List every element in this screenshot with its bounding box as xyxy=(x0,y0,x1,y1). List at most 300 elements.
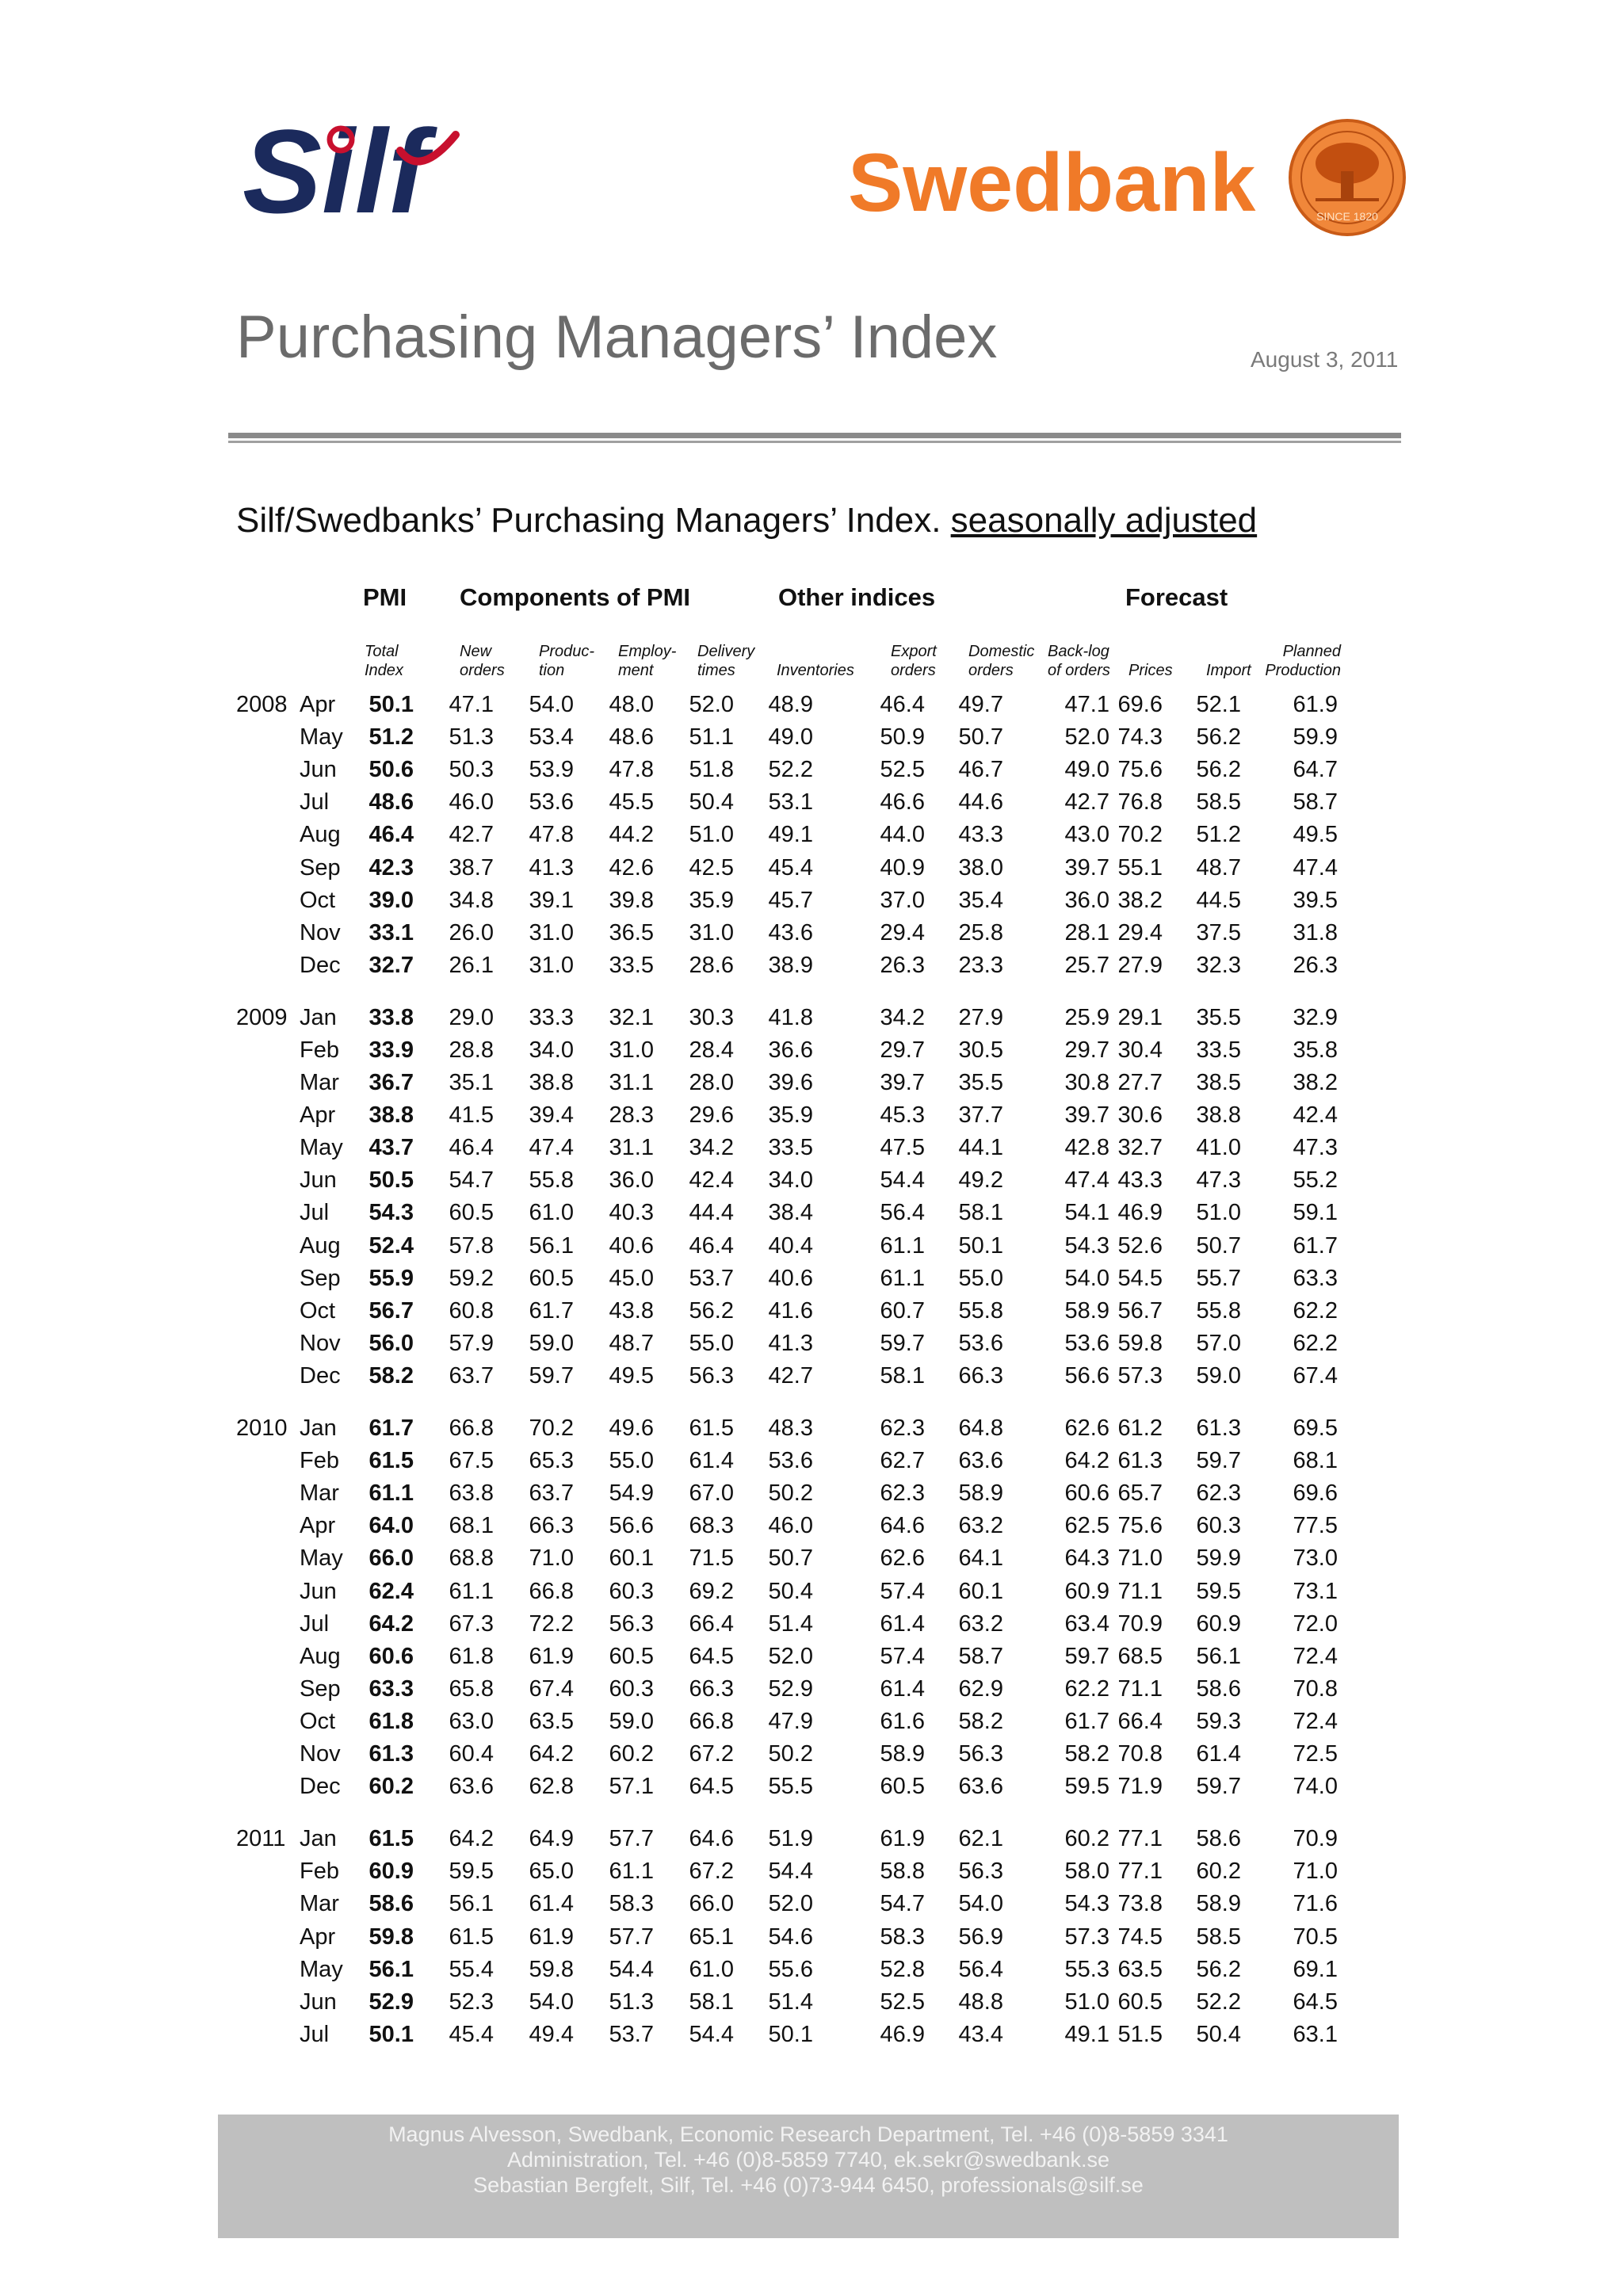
cell-total-index: 60.9 xyxy=(369,1859,414,1884)
cell-employment: 43.8 xyxy=(609,1298,654,1324)
cell-backlog-orders: 56.6 xyxy=(1064,1363,1109,1389)
cell-delivery-times: 68.3 xyxy=(689,1513,734,1538)
cell-import: 48.7 xyxy=(1196,855,1241,881)
cell-import: 58.5 xyxy=(1196,789,1241,815)
cell-production: 59.7 xyxy=(529,1363,574,1389)
cell-export-orders: 58.3 xyxy=(880,1924,925,1950)
cell-delivery-times: 65.1 xyxy=(689,1924,734,1950)
cell-production: 59.0 xyxy=(529,1331,574,1356)
cell-employment: 48.6 xyxy=(609,724,654,750)
cell-backlog-orders: 42.7 xyxy=(1064,789,1109,815)
month-label: Jul xyxy=(300,2022,330,2047)
cell-prices: 46.9 xyxy=(1117,1200,1163,1225)
footer-line-1: Magnus Alvesson, Swedbank, Economic Research Department, Tel. +46 (0)8-5859 3341 xyxy=(388,2122,1228,2146)
column-header-line: Index xyxy=(365,662,403,679)
seasonally-adjusted-link[interactable]: seasonally adjusted xyxy=(950,501,1258,540)
cell-backlog-orders: 58.0 xyxy=(1064,1859,1109,1884)
cell-domestic-orders: 35.4 xyxy=(958,888,1003,913)
cell-backlog-orders: 54.1 xyxy=(1064,1200,1109,1225)
cell-import: 57.0 xyxy=(1196,1331,1241,1356)
cell-prices: 56.7 xyxy=(1117,1298,1163,1324)
cell-total-index: 56.1 xyxy=(369,1957,414,1982)
cell-backlog-orders: 60.9 xyxy=(1064,1579,1109,1604)
cell-domestic-orders: 64.1 xyxy=(958,1545,1003,1571)
cell-planned-production: 68.1 xyxy=(1293,1448,1338,1473)
cell-production: 60.5 xyxy=(529,1266,574,1291)
cell-employment: 55.0 xyxy=(609,1448,654,1473)
cell-total-index: 54.3 xyxy=(369,1200,414,1225)
cell-inventories: 55.6 xyxy=(768,1957,813,1982)
cell-planned-production: 35.8 xyxy=(1293,1037,1338,1063)
cell-export-orders: 62.7 xyxy=(880,1448,925,1473)
month-label: Mar xyxy=(300,1070,339,1095)
cell-domestic-orders: 55.8 xyxy=(958,1298,1003,1324)
cell-prices: 27.9 xyxy=(1117,953,1163,978)
cell-planned-production: 63.1 xyxy=(1293,2022,1338,2047)
cell-delivery-times: 28.4 xyxy=(689,1037,734,1063)
cell-export-orders: 61.6 xyxy=(880,1709,925,1734)
cell-prices: 38.2 xyxy=(1117,888,1163,913)
cell-domestic-orders: 62.9 xyxy=(958,1676,1003,1702)
cell-total-index: 59.8 xyxy=(369,1924,414,1950)
cell-total-index: 33.9 xyxy=(369,1037,414,1063)
cell-new-orders: 63.0 xyxy=(449,1709,494,1734)
cell-export-orders: 60.7 xyxy=(880,1298,925,1324)
cell-new-orders: 47.1 xyxy=(449,692,494,717)
column-header-line: Delivery xyxy=(697,643,755,660)
cell-production: 63.5 xyxy=(529,1709,574,1734)
cell-employment: 48.7 xyxy=(609,1331,654,1356)
cell-total-index: 66.0 xyxy=(369,1545,414,1571)
header-divider-thin xyxy=(228,441,1401,443)
cell-employment: 56.6 xyxy=(609,1513,654,1538)
column-header-prices xyxy=(1128,642,1173,680)
cell-production: 33.3 xyxy=(529,1005,574,1030)
cell-domestic-orders: 23.3 xyxy=(958,953,1003,978)
cell-employment: 36.0 xyxy=(609,1167,654,1193)
cell-backlog-orders: 62.6 xyxy=(1064,1415,1109,1441)
contact-footer xyxy=(218,2115,1399,2238)
cell-domestic-orders: 56.4 xyxy=(958,1957,1003,1982)
cell-export-orders: 37.0 xyxy=(880,888,925,913)
cell-import: 55.8 xyxy=(1196,1298,1241,1324)
cell-domestic-orders: 48.8 xyxy=(958,1989,1003,2015)
cell-inventories: 45.4 xyxy=(768,855,813,881)
cell-backlog-orders: 29.7 xyxy=(1064,1037,1109,1063)
column-header-new-orders xyxy=(460,642,505,680)
cell-employment: 36.5 xyxy=(609,920,654,946)
cell-backlog-orders: 49.1 xyxy=(1064,2022,1109,2047)
cell-export-orders: 58.1 xyxy=(880,1363,925,1389)
cell-planned-production: 69.1 xyxy=(1293,1957,1338,1982)
cell-import: 60.3 xyxy=(1196,1513,1241,1538)
cell-inventories: 41.6 xyxy=(768,1298,813,1324)
cell-import: 58.9 xyxy=(1196,1891,1241,1916)
cell-delivery-times: 58.1 xyxy=(689,1989,734,2015)
cell-delivery-times: 54.4 xyxy=(689,2022,734,2047)
cell-delivery-times: 51.1 xyxy=(689,724,734,750)
column-header-line: Export xyxy=(891,643,937,660)
cell-planned-production: 39.5 xyxy=(1293,888,1338,913)
cell-new-orders: 57.9 xyxy=(449,1331,494,1356)
cell-import: 58.6 xyxy=(1196,1676,1241,1702)
cell-backlog-orders: 25.7 xyxy=(1064,953,1109,978)
cell-new-orders: 35.1 xyxy=(449,1070,494,1095)
cell-backlog-orders: 63.4 xyxy=(1064,1611,1109,1637)
cell-production: 71.0 xyxy=(529,1545,574,1571)
cell-new-orders: 57.8 xyxy=(449,1233,494,1259)
column-header-line: Inventories xyxy=(777,662,854,679)
cell-domestic-orders: 37.7 xyxy=(958,1102,1003,1128)
page-title: Purchasing Managers’ Index xyxy=(236,304,998,371)
month-label: Apr xyxy=(300,1102,336,1128)
cell-prices: 52.6 xyxy=(1117,1233,1163,1259)
cell-inventories: 54.4 xyxy=(768,1859,813,1884)
cell-backlog-orders: 55.3 xyxy=(1064,1957,1109,1982)
cell-inventories: 48.9 xyxy=(768,692,813,717)
cell-import: 38.8 xyxy=(1196,1102,1241,1128)
year-label: 2010 xyxy=(236,1415,288,1441)
cell-new-orders: 50.3 xyxy=(449,757,494,782)
subtitle-text: Silf/Swedbanks’ Purchasing Managers’ Index. xyxy=(236,501,951,540)
cell-new-orders: 63.8 xyxy=(449,1480,494,1506)
cell-domestic-orders: 60.1 xyxy=(958,1579,1003,1604)
cell-total-index: 64.0 xyxy=(369,1513,414,1538)
cell-prices: 71.1 xyxy=(1117,1579,1163,1604)
cell-total-index: 55.9 xyxy=(369,1266,414,1291)
cell-inventories: 36.6 xyxy=(768,1037,813,1063)
column-header-line: Produc- xyxy=(539,643,595,660)
cell-domestic-orders: 43.3 xyxy=(958,822,1003,847)
cell-inventories: 40.6 xyxy=(768,1266,813,1291)
cell-delivery-times: 50.4 xyxy=(689,789,734,815)
cell-production: 66.8 xyxy=(529,1579,574,1604)
cell-planned-production: 69.6 xyxy=(1293,1480,1338,1506)
cell-prices: 74.5 xyxy=(1117,1924,1163,1950)
cell-delivery-times: 64.5 xyxy=(689,1774,734,1799)
cell-new-orders: 29.0 xyxy=(449,1005,494,1030)
cell-import: 61.3 xyxy=(1196,1415,1241,1441)
cell-prices: 43.3 xyxy=(1117,1167,1163,1193)
cell-total-index: 61.3 xyxy=(369,1741,414,1767)
column-header-line: orders xyxy=(460,662,505,679)
cell-total-index: 50.5 xyxy=(369,1167,414,1193)
cell-domestic-orders: 35.5 xyxy=(958,1070,1003,1095)
cell-production: 64.2 xyxy=(529,1741,574,1767)
month-label: Jun xyxy=(300,1989,337,2015)
cell-production: 63.7 xyxy=(529,1480,574,1506)
cell-backlog-orders: 62.2 xyxy=(1064,1676,1109,1702)
cell-backlog-orders: 42.8 xyxy=(1064,1135,1109,1160)
cell-new-orders: 51.3 xyxy=(449,724,494,750)
cell-inventories: 50.7 xyxy=(768,1545,813,1571)
month-label: Aug xyxy=(300,822,341,847)
year-label: 2009 xyxy=(236,1005,288,1030)
cell-employment: 57.7 xyxy=(609,1826,654,1851)
cell-employment: 57.7 xyxy=(609,1924,654,1950)
cell-export-orders: 54.7 xyxy=(880,1891,925,1916)
cell-export-orders: 26.3 xyxy=(880,953,925,978)
cell-production: 31.0 xyxy=(529,920,574,946)
cell-employment: 49.6 xyxy=(609,1415,654,1441)
svg-text:Swedbank: Swedbank xyxy=(848,137,1256,229)
column-header-line: Total xyxy=(365,643,399,660)
cell-domestic-orders: 53.6 xyxy=(958,1331,1003,1356)
cell-employment: 42.6 xyxy=(609,855,654,881)
cell-prices: 73.8 xyxy=(1117,1891,1163,1916)
cell-employment: 31.1 xyxy=(609,1070,654,1095)
cell-production: 66.3 xyxy=(529,1513,574,1538)
cell-import: 55.7 xyxy=(1196,1266,1241,1291)
cell-new-orders: 28.8 xyxy=(449,1037,494,1063)
cell-total-index: 51.2 xyxy=(369,724,414,750)
cell-employment: 56.3 xyxy=(609,1611,654,1637)
month-label: Apr xyxy=(300,1924,336,1950)
column-header-delivery-times xyxy=(697,642,754,680)
cell-import: 59.3 xyxy=(1196,1709,1241,1734)
cell-export-orders: 64.6 xyxy=(880,1513,925,1538)
cell-inventories: 49.1 xyxy=(768,822,813,847)
cell-production: 41.3 xyxy=(529,855,574,881)
cell-domestic-orders: 30.5 xyxy=(958,1037,1003,1063)
cell-import: 51.0 xyxy=(1196,1200,1241,1225)
column-header-line: Prices xyxy=(1128,662,1173,679)
cell-domestic-orders: 27.9 xyxy=(958,1005,1003,1030)
cell-employment: 33.5 xyxy=(609,953,654,978)
cell-delivery-times: 46.4 xyxy=(689,1233,734,1259)
cell-import: 59.5 xyxy=(1196,1579,1241,1604)
month-label: Feb xyxy=(300,1859,339,1884)
column-header-line: of orders xyxy=(1048,662,1110,679)
cell-total-index: 61.1 xyxy=(369,1480,414,1506)
cell-inventories: 54.6 xyxy=(768,1924,813,1950)
cell-production: 64.9 xyxy=(529,1826,574,1851)
cell-employment: 60.3 xyxy=(609,1676,654,1702)
cell-production: 59.8 xyxy=(529,1957,574,1982)
cell-delivery-times: 67.0 xyxy=(689,1480,734,1506)
cell-delivery-times: 51.0 xyxy=(689,822,734,847)
cell-total-index: 58.2 xyxy=(369,1363,414,1389)
cell-total-index: 33.1 xyxy=(369,920,414,946)
cell-backlog-orders: 28.1 xyxy=(1064,920,1109,946)
cell-inventories: 52.9 xyxy=(768,1676,813,1702)
cell-import: 52.2 xyxy=(1196,1989,1241,2015)
month-label: Jul xyxy=(300,1200,330,1225)
column-header-backlog-orders xyxy=(1048,642,1110,680)
cell-employment: 60.3 xyxy=(609,1579,654,1604)
cell-backlog-orders: 59.5 xyxy=(1064,1774,1109,1799)
cell-production: 65.3 xyxy=(529,1448,574,1473)
cell-export-orders: 61.4 xyxy=(880,1611,925,1637)
cell-planned-production: 72.0 xyxy=(1293,1611,1338,1637)
cell-delivery-times: 55.0 xyxy=(689,1331,734,1356)
cell-prices: 68.5 xyxy=(1117,1644,1163,1669)
cell-planned-production: 64.5 xyxy=(1293,1989,1338,2015)
cell-new-orders: 55.4 xyxy=(449,1957,494,1982)
cell-domestic-orders: 46.7 xyxy=(958,757,1003,782)
cell-planned-production: 71.6 xyxy=(1293,1891,1338,1916)
cell-backlog-orders: 60.2 xyxy=(1064,1826,1109,1851)
cell-domestic-orders: 56.3 xyxy=(958,1741,1003,1767)
cell-planned-production: 61.9 xyxy=(1293,692,1338,717)
cell-prices: 75.6 xyxy=(1117,757,1163,782)
cell-new-orders: 26.1 xyxy=(449,953,494,978)
cell-backlog-orders: 30.8 xyxy=(1064,1070,1109,1095)
month-label: May xyxy=(300,1957,343,1982)
cell-planned-production: 70.8 xyxy=(1293,1676,1338,1702)
cell-backlog-orders: 58.2 xyxy=(1064,1741,1109,1767)
cell-prices: 60.5 xyxy=(1117,1989,1163,2015)
cell-prices: 29.1 xyxy=(1117,1005,1163,1030)
cell-production: 31.0 xyxy=(529,953,574,978)
cell-new-orders: 60.8 xyxy=(449,1298,494,1324)
cell-production: 39.1 xyxy=(529,888,574,913)
cell-inventories: 38.4 xyxy=(768,1200,813,1225)
cell-production: 65.0 xyxy=(529,1859,574,1884)
cell-inventories: 52.0 xyxy=(768,1891,813,1916)
cell-new-orders: 59.5 xyxy=(449,1859,494,1884)
cell-new-orders: 63.6 xyxy=(449,1774,494,1799)
cell-employment: 45.0 xyxy=(609,1266,654,1291)
cell-production: 53.4 xyxy=(529,724,574,750)
cell-domestic-orders: 55.0 xyxy=(958,1266,1003,1291)
cell-delivery-times: 64.5 xyxy=(689,1644,734,1669)
cell-new-orders: 67.5 xyxy=(449,1448,494,1473)
cell-new-orders: 60.4 xyxy=(449,1741,494,1767)
cell-backlog-orders: 47.1 xyxy=(1064,692,1109,717)
cell-total-index: 52.4 xyxy=(369,1233,414,1259)
cell-backlog-orders: 61.7 xyxy=(1064,1709,1109,1734)
cell-production: 47.4 xyxy=(529,1135,574,1160)
cell-employment: 57.1 xyxy=(609,1774,654,1799)
cell-backlog-orders: 39.7 xyxy=(1064,1102,1109,1128)
cell-planned-production: 74.0 xyxy=(1293,1774,1338,1799)
month-label: Apr xyxy=(300,1513,336,1538)
month-label: Jun xyxy=(300,757,337,782)
cell-inventories: 48.3 xyxy=(768,1415,813,1441)
report-date: August 3, 2011 xyxy=(1251,347,1399,372)
column-header-line: Import xyxy=(1206,662,1251,679)
month-label: Dec xyxy=(300,1774,341,1799)
cell-production: 61.9 xyxy=(529,1644,574,1669)
cell-total-index: 60.2 xyxy=(369,1774,414,1799)
cell-export-orders: 46.4 xyxy=(880,692,925,717)
cell-domestic-orders: 63.2 xyxy=(958,1611,1003,1637)
column-header-export-orders xyxy=(891,642,937,680)
cell-planned-production: 70.5 xyxy=(1293,1924,1338,1950)
month-label: Mar xyxy=(300,1891,339,1916)
cell-new-orders: 60.5 xyxy=(449,1200,494,1225)
cell-total-index: 39.0 xyxy=(369,888,414,913)
cell-planned-production: 26.3 xyxy=(1293,953,1338,978)
cell-backlog-orders: 52.0 xyxy=(1064,724,1109,750)
cell-production: 56.1 xyxy=(529,1233,574,1259)
column-header-line xyxy=(1128,642,1173,661)
cell-prices: 27.7 xyxy=(1117,1070,1163,1095)
cell-prices: 77.1 xyxy=(1117,1859,1163,1884)
cell-production: 38.8 xyxy=(529,1070,574,1095)
month-label: Dec xyxy=(300,953,341,978)
month-label: Jan xyxy=(300,1415,337,1441)
cell-delivery-times: 35.9 xyxy=(689,888,734,913)
month-label: Jul xyxy=(300,1611,330,1637)
cell-backlog-orders: 49.0 xyxy=(1064,757,1109,782)
cell-total-index: 46.4 xyxy=(369,822,414,847)
cell-delivery-times: 51.8 xyxy=(689,757,734,782)
cell-prices: 70.9 xyxy=(1117,1611,1163,1637)
cell-prices: 71.9 xyxy=(1117,1774,1163,1799)
cell-prices: 75.6 xyxy=(1117,1513,1163,1538)
cell-planned-production: 55.2 xyxy=(1293,1167,1338,1193)
cell-import: 56.2 xyxy=(1196,1957,1241,1982)
month-label: Feb xyxy=(300,1448,339,1473)
column-header-line xyxy=(1206,642,1251,661)
cell-prices: 57.3 xyxy=(1117,1363,1163,1389)
cell-domestic-orders: 63.6 xyxy=(958,1774,1003,1799)
cell-new-orders: 61.1 xyxy=(449,1579,494,1604)
cell-import: 59.0 xyxy=(1196,1363,1241,1389)
cell-import: 60.9 xyxy=(1196,1611,1241,1637)
cell-new-orders: 38.7 xyxy=(449,855,494,881)
cell-backlog-orders: 53.6 xyxy=(1064,1331,1109,1356)
cell-export-orders: 58.8 xyxy=(880,1859,925,1884)
cell-prices: 59.8 xyxy=(1117,1331,1163,1356)
cell-domestic-orders: 64.8 xyxy=(958,1415,1003,1441)
cell-export-orders: 47.5 xyxy=(880,1135,925,1160)
cell-delivery-times: 69.2 xyxy=(689,1579,734,1604)
cell-planned-production: 47.3 xyxy=(1293,1135,1338,1160)
cell-inventories: 45.7 xyxy=(768,888,813,913)
cell-delivery-times: 42.4 xyxy=(689,1167,734,1193)
cell-employment: 51.3 xyxy=(609,1989,654,2015)
column-header-total-index xyxy=(365,642,403,680)
cell-export-orders: 52.8 xyxy=(880,1957,925,1982)
cell-export-orders: 39.7 xyxy=(880,1070,925,1095)
cell-import: 52.1 xyxy=(1196,692,1241,717)
cell-production: 67.4 xyxy=(529,1676,574,1702)
cell-domestic-orders: 58.7 xyxy=(958,1644,1003,1669)
cell-inventories: 50.4 xyxy=(768,1579,813,1604)
cell-backlog-orders: 64.3 xyxy=(1064,1545,1109,1571)
cell-planned-production: 70.9 xyxy=(1293,1826,1338,1851)
cell-export-orders: 61.1 xyxy=(880,1233,925,1259)
cell-inventories: 38.9 xyxy=(768,953,813,978)
cell-domestic-orders: 44.6 xyxy=(958,789,1003,815)
cell-import: 59.9 xyxy=(1196,1545,1241,1571)
column-header-domestic-orders xyxy=(968,642,1034,680)
cell-inventories: 51.4 xyxy=(768,1611,813,1637)
column-header-production xyxy=(539,642,594,680)
month-label: Aug xyxy=(300,1644,341,1669)
cell-planned-production: 77.5 xyxy=(1293,1513,1338,1538)
cell-inventories: 41.8 xyxy=(768,1005,813,1030)
cell-new-orders: 56.1 xyxy=(449,1891,494,1916)
cell-backlog-orders: 47.4 xyxy=(1064,1167,1109,1193)
cell-employment: 53.7 xyxy=(609,2022,654,2047)
cell-employment: 49.5 xyxy=(609,1363,654,1389)
cell-export-orders: 34.2 xyxy=(880,1005,925,1030)
cell-production: 61.7 xyxy=(529,1298,574,1324)
cell-total-index: 61.5 xyxy=(369,1826,414,1851)
cell-export-orders: 58.9 xyxy=(880,1741,925,1767)
cell-export-orders: 29.7 xyxy=(880,1037,925,1063)
cell-inventories: 40.4 xyxy=(768,1233,813,1259)
cell-total-index: 60.6 xyxy=(369,1644,414,1669)
cell-inventories: 43.6 xyxy=(768,920,813,946)
cell-backlog-orders: 36.0 xyxy=(1064,888,1109,913)
cell-delivery-times: 56.3 xyxy=(689,1363,734,1389)
cell-inventories: 53.6 xyxy=(768,1448,813,1473)
